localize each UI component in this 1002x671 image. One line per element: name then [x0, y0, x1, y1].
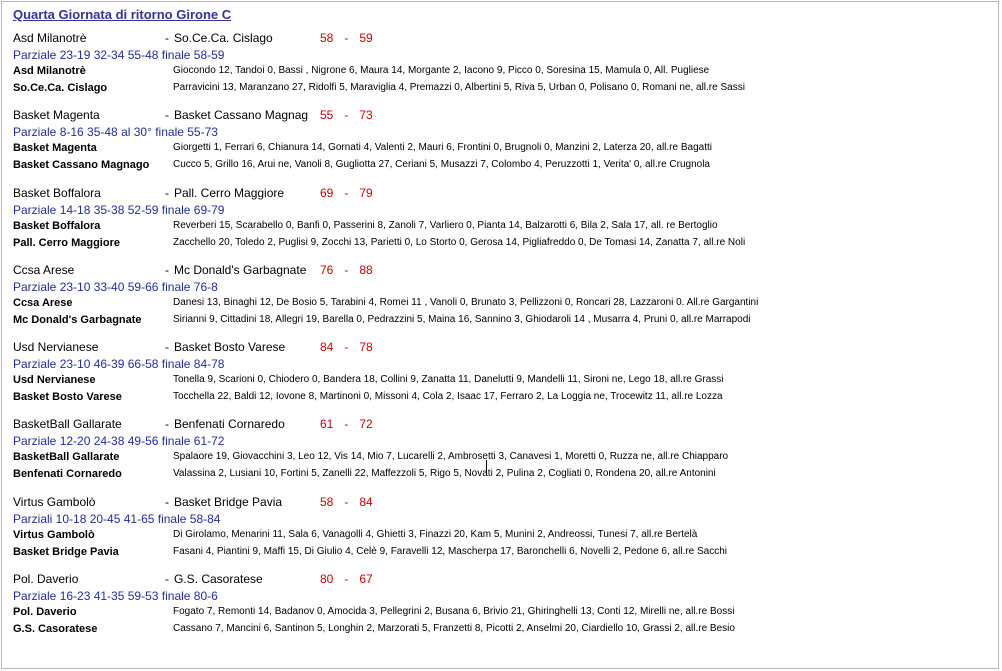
home-team: Pol. Daverio	[13, 572, 79, 586]
home-team: Basket Boffalora	[13, 186, 101, 200]
away-score: 79	[359, 186, 373, 200]
away-score: 84	[359, 495, 373, 509]
away-team: Mc Donald's Garbagnate	[174, 263, 307, 277]
roster-players: Giorgetti 1, Ferrari 6, Chianura 14, Gornati 4, Valenti 2, Mauri 6, Frontini 0, Brugnoli 0, Manzini 2, Laterza 20, all.re Bagatti	[173, 142, 712, 153]
home-score: 80	[320, 572, 334, 586]
roster-players: Fasani 4, Piantini 9, Maffi 15, Di Giulio 4, Celè 9, Faravelli 12, Mascherpa 17, Baronchelli 6, Novelli 2, Pedone 6, all.re Sacchi	[173, 546, 727, 557]
home-team: Usd Nervianese	[13, 340, 99, 354]
roster-players: Cassano 7, Mancini 6, Santinon 5, Longhin 2, Marzorati 5, Franzetti 8, Picotti 2, Anselmi 20, Ciardiello 10, Grassi 2, all.re Besio	[173, 623, 735, 634]
game-block	[13, 416, 993, 494]
roster-team-name: Basket Bosto Varese	[13, 391, 122, 403]
page-title-link[interactable]: Quarta Giornata di ritorno Girone C	[13, 7, 232, 22]
roster-team-name: Basket Bridge Pavia	[13, 546, 119, 558]
roster-team-name: Usd Nervianese	[13, 374, 96, 386]
partial-scores: Parziale 16-23 41-35 59-53 finale 80-6	[13, 589, 218, 603]
roster-players: Valassina 2, Lusiani 10, Fortini 5, Zanelli 22, Maffezzoli 5, Rigo 5, Novati 2, Pulina 2, Cogliati 0, Rondena 20, all.re Antonini	[173, 468, 716, 479]
away-score: 72	[359, 417, 373, 431]
score-separator: -	[344, 417, 349, 431]
away-team: Pall. Cerro Maggiore	[174, 186, 285, 200]
roster-players: Reverberi 15, Scarabello 0, Banfi 0, Passerini 8, Zanoli 7, Varliero 0, Pianta 14, Balzarotti 6, Bila 2, Sala 17, all. re Bertoglio	[173, 220, 718, 231]
roster-players: Parravicini 13, Maranzano 27, Ridolfi 5, Maraviglia 4, Premazzi 0, Albertini 5, Riva 5, Urban 0, Polisano 0, Romani ne, all.re Sassi	[173, 82, 745, 93]
final-score	[320, 107, 373, 123]
roster-team-name: Basket Magenta	[13, 142, 97, 154]
away-score: 73	[359, 108, 373, 122]
partial-scores: Parziale 14-18 35-38 52-59 finale 69-79	[13, 203, 225, 217]
home-score: 58	[320, 495, 334, 509]
away-score: 59	[359, 31, 373, 45]
away-score: 67	[359, 572, 373, 586]
final-score	[320, 185, 373, 201]
roster-players: Zacchello 20, Toledo 2, Puglisi 9, Zocchi 13, Parietti 0, Lo Storto 0, Gerosa 14, Pigliafreddo 0, De Tomasi 14, Zanatta 7, all.re Noli	[173, 237, 746, 248]
team-separator: -	[165, 572, 169, 586]
roster-players: Sirianni 9, Cittadini 18, Allegri 19, Barella 0, Pedrazzini 5, Maina 16, Sannino 3, Ghiodaroli 14 , Musarra 4, Pruni 0, all.re Marrapodi	[173, 314, 751, 325]
roster-players: Tonella 9, Scarioni 0, Chiodero 0, Bandera 18, Collini 9, Zanatta 11, Danelutti 9, Mandelli 11, Sironi ne, Lego 18, all.re Grassi	[173, 374, 724, 385]
final-score	[320, 262, 373, 278]
game-block	[13, 30, 993, 108]
final-score	[320, 339, 373, 355]
roster-team-name: Benfenati Cornaredo	[13, 468, 122, 480]
away-team: Basket Bosto Varese	[174, 340, 286, 354]
roster-players: Di Girolamo, Menarini 11, Sala 6, Vanagolli 4, Ghietti 3, Finazzi 20, Kam 5, Munini 2, Andreossi, Tunesi 7, all.re Bertelà	[173, 529, 698, 540]
roster-players: Fogato 7, Remonti 14, Badanov 0, Amocida 3, Pellegrini 2, Busana 6, Brivio 21, Ghiringhelli 13, Conti 12, Mirelli ne, all.re Bossi	[173, 606, 735, 617]
final-score	[320, 30, 373, 46]
game-block	[13, 185, 993, 263]
roster-players: Spalaore 19, Giovacchini 3, Leo 12, Vis 14, Mio 7, Lucarelli 2, Ambrosetti 3, Canavesi 1, Moretti 0, Ruzza ne, all.re Chiapparo	[173, 451, 729, 462]
score-separator: -	[344, 495, 349, 509]
score-separator: -	[344, 31, 349, 45]
roster-team-name: Mc Donald's Garbagnate	[13, 314, 142, 326]
roster-team-name: Pall. Cerro Maggiore	[13, 237, 120, 249]
team-separator: -	[165, 263, 169, 277]
roster-team-name: G.S. Casoratese	[13, 623, 98, 635]
roster-team-name: So.Ce.Ca. Cislago	[13, 82, 108, 94]
away-team: G.S. Casoratese	[174, 572, 263, 586]
roster-players: Cucco 5, Grillo 16, Arui ne, Vanoli 8, Gugliotta 27, Ceriani 5, Musazzi 7, Colombo 4, Peruzzotti 1, Verita' 0, all.re Crugnola	[173, 159, 710, 170]
roster-players: Danesi 13, Binaghi 12, De Bosio 5, Tarabini 4, Romei 11 , Vanoli 0, Brunato 3, Pellizzoni 0, Roncari 28, Lazzaroni 0. All.re Gargantini	[173, 297, 759, 308]
score-separator: -	[344, 572, 349, 586]
page-frame	[1, 1, 999, 669]
home-score: 84	[320, 340, 334, 354]
game-block	[13, 571, 993, 649]
partial-scores: Parziali 10-18 20-45 41-65 finale 58-84	[13, 512, 221, 526]
team-separator: -	[165, 417, 169, 431]
away-team: Basket Bridge Pavia	[174, 495, 283, 509]
game-block	[13, 339, 993, 417]
team-separator: -	[165, 31, 169, 45]
game-block	[13, 262, 993, 340]
partial-scores: Parziale 23-10 33-40 59-66 finale 76-8	[13, 280, 218, 294]
home-team: Asd Milanotrè	[13, 31, 87, 45]
home-team: Basket Magenta	[13, 108, 100, 122]
roster-team-name: BasketBall Gallarate	[13, 451, 120, 463]
home-score: 69	[320, 186, 334, 200]
roster-team-name: Basket Cassano Magnago	[13, 159, 150, 171]
away-team: Basket Cassano Magnag	[174, 108, 309, 122]
team-separator: -	[165, 108, 169, 122]
roster-players: Tocchella 22, Baldi 12, Iovone 8, Martinoni 0, Missoni 4, Cola 2, Isaac 17, Ferraro 2, La Loggia ne, Trocewitz 11, all.re Lozza	[173, 391, 723, 402]
partial-scores: Parziale 23-10 46-39 66-58 finale 84-78	[13, 357, 225, 371]
game-block	[13, 494, 993, 572]
score-separator: -	[344, 186, 349, 200]
roster-team-name: Pol. Daverio	[13, 606, 77, 618]
partial-scores: Parziale 23-19 32-34 55-48 finale 58-59	[13, 48, 225, 62]
home-team: BasketBall Gallarate	[13, 417, 122, 431]
home-team: Virtus Gambolò	[13, 495, 96, 509]
away-team: Benfenati Cornaredo	[174, 417, 285, 431]
roster-team-name: Basket Boffalora	[13, 220, 101, 232]
home-score: 55	[320, 108, 334, 122]
final-score	[320, 494, 373, 510]
final-score	[320, 571, 373, 587]
final-score	[320, 416, 373, 432]
game-block	[13, 107, 993, 185]
score-separator: -	[344, 108, 349, 122]
roster-team-name: Virtus Gambolò	[13, 529, 95, 541]
roster-team-name: Ccsa Arese	[13, 297, 73, 309]
home-team: Ccsa Arese	[13, 263, 75, 277]
team-separator: -	[165, 340, 169, 354]
home-score: 76	[320, 263, 334, 277]
team-separator: -	[165, 495, 169, 509]
home-score: 58	[320, 31, 334, 45]
home-score: 61	[320, 417, 334, 431]
away-team: So.Ce.Ca. Cislago	[174, 31, 273, 45]
score-separator: -	[344, 263, 349, 277]
partial-scores: Parziale 8-16 35-48 al 30° finale 55-73	[13, 125, 218, 139]
roster-players: Giocondo 12, Tandoi 0, Bassi , Nigrone 6, Maura 14, Morgante 2, Iacono 9, Picco 0, Soresina 15, Mamula 0, All. Pugliese	[173, 65, 710, 76]
roster-team-name: Asd Milanotrè	[13, 65, 86, 77]
score-separator: -	[344, 340, 349, 354]
away-score: 78	[359, 340, 373, 354]
partial-scores: Parziale 12-20 24-38 49-56 finale 61-72	[13, 434, 225, 448]
away-score: 88	[359, 263, 373, 277]
text-cursor-icon	[486, 460, 488, 474]
team-separator: -	[165, 186, 169, 200]
